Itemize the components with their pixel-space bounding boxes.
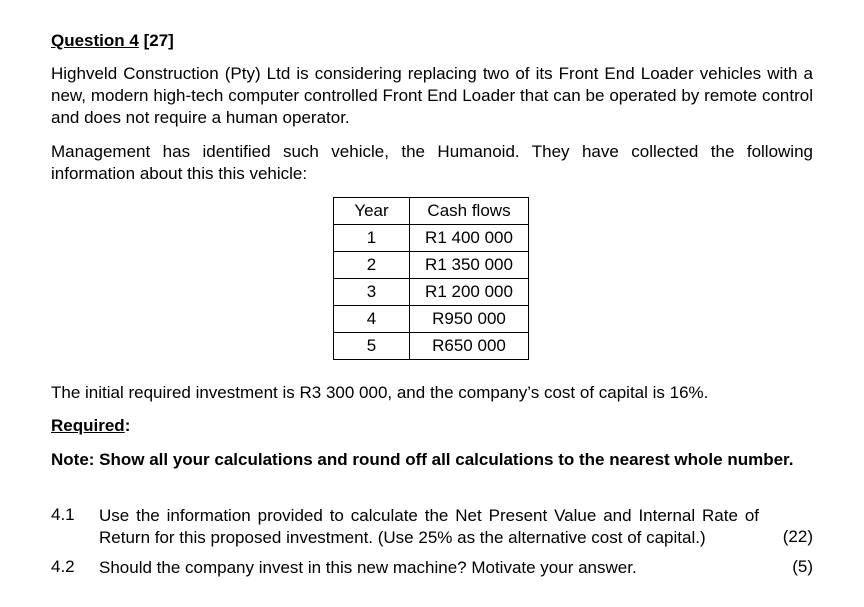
table-row [334, 333, 529, 360]
required-colon: : [124, 416, 131, 435]
sub-question-text: Should the company invest in this new machine? Motivate your answer. [99, 558, 637, 577]
sub-question-marks: (22) [782, 527, 813, 546]
investment-paragraph: The initial required investment is R3 300 000, and the company’s cost of capital is 16%. [51, 383, 709, 402]
sub-question-text: Use the information provided to calculate the Net Present Value and Internal Rate of Return for this proposed investment. (Use 25% as the alternative cost of capital.) [99, 506, 759, 547]
cash-flow-cell: R1 200 000 [410, 279, 529, 306]
cash-flow-cell: R1 350 000 [410, 252, 529, 279]
question-heading [51, 31, 174, 51]
column-header-cash-flows: Cash flows [410, 198, 529, 225]
year-cell: 2 [334, 252, 410, 279]
table-row [334, 252, 529, 279]
required-label: Required [51, 416, 125, 435]
sub-question-number: 4.2 [51, 557, 75, 576]
question-total-marks: [27] [143, 31, 174, 50]
table-header-row [334, 198, 529, 225]
management-paragraph: Management has identified such vehicle, the Humanoid. They have collected the following information about this this vehicle: [51, 142, 813, 183]
year-cell: 5 [334, 333, 410, 360]
calculation-note: Note: Show all your calculations and round off all calculations to the nearest whole number. [51, 450, 794, 469]
table-row [334, 279, 529, 306]
intro-paragraph: Highveld Construction (Pty) Ltd is considering replacing two of its Front End Loader vehicles with a new, modern high-tech computer controlled Front End Loader that can be operated by remote control and does not require a human operator. [51, 64, 813, 127]
cash-flow-table [333, 197, 529, 360]
cash-flow-cell: R650 000 [410, 333, 529, 360]
table-row [334, 306, 529, 333]
year-cell: 3 [334, 279, 410, 306]
year-cell: 1 [334, 225, 410, 252]
cash-flow-cell: R1 400 000 [410, 225, 529, 252]
year-cell: 4 [334, 306, 410, 333]
question-label: Question 4 [51, 31, 139, 50]
required-heading [51, 416, 130, 436]
table-row [334, 225, 529, 252]
column-header-year: Year [334, 198, 410, 225]
cash-flow-cell: R950 000 [410, 306, 529, 333]
sub-question-marks: (5) [792, 557, 813, 576]
sub-question-number: 4.1 [51, 505, 75, 524]
